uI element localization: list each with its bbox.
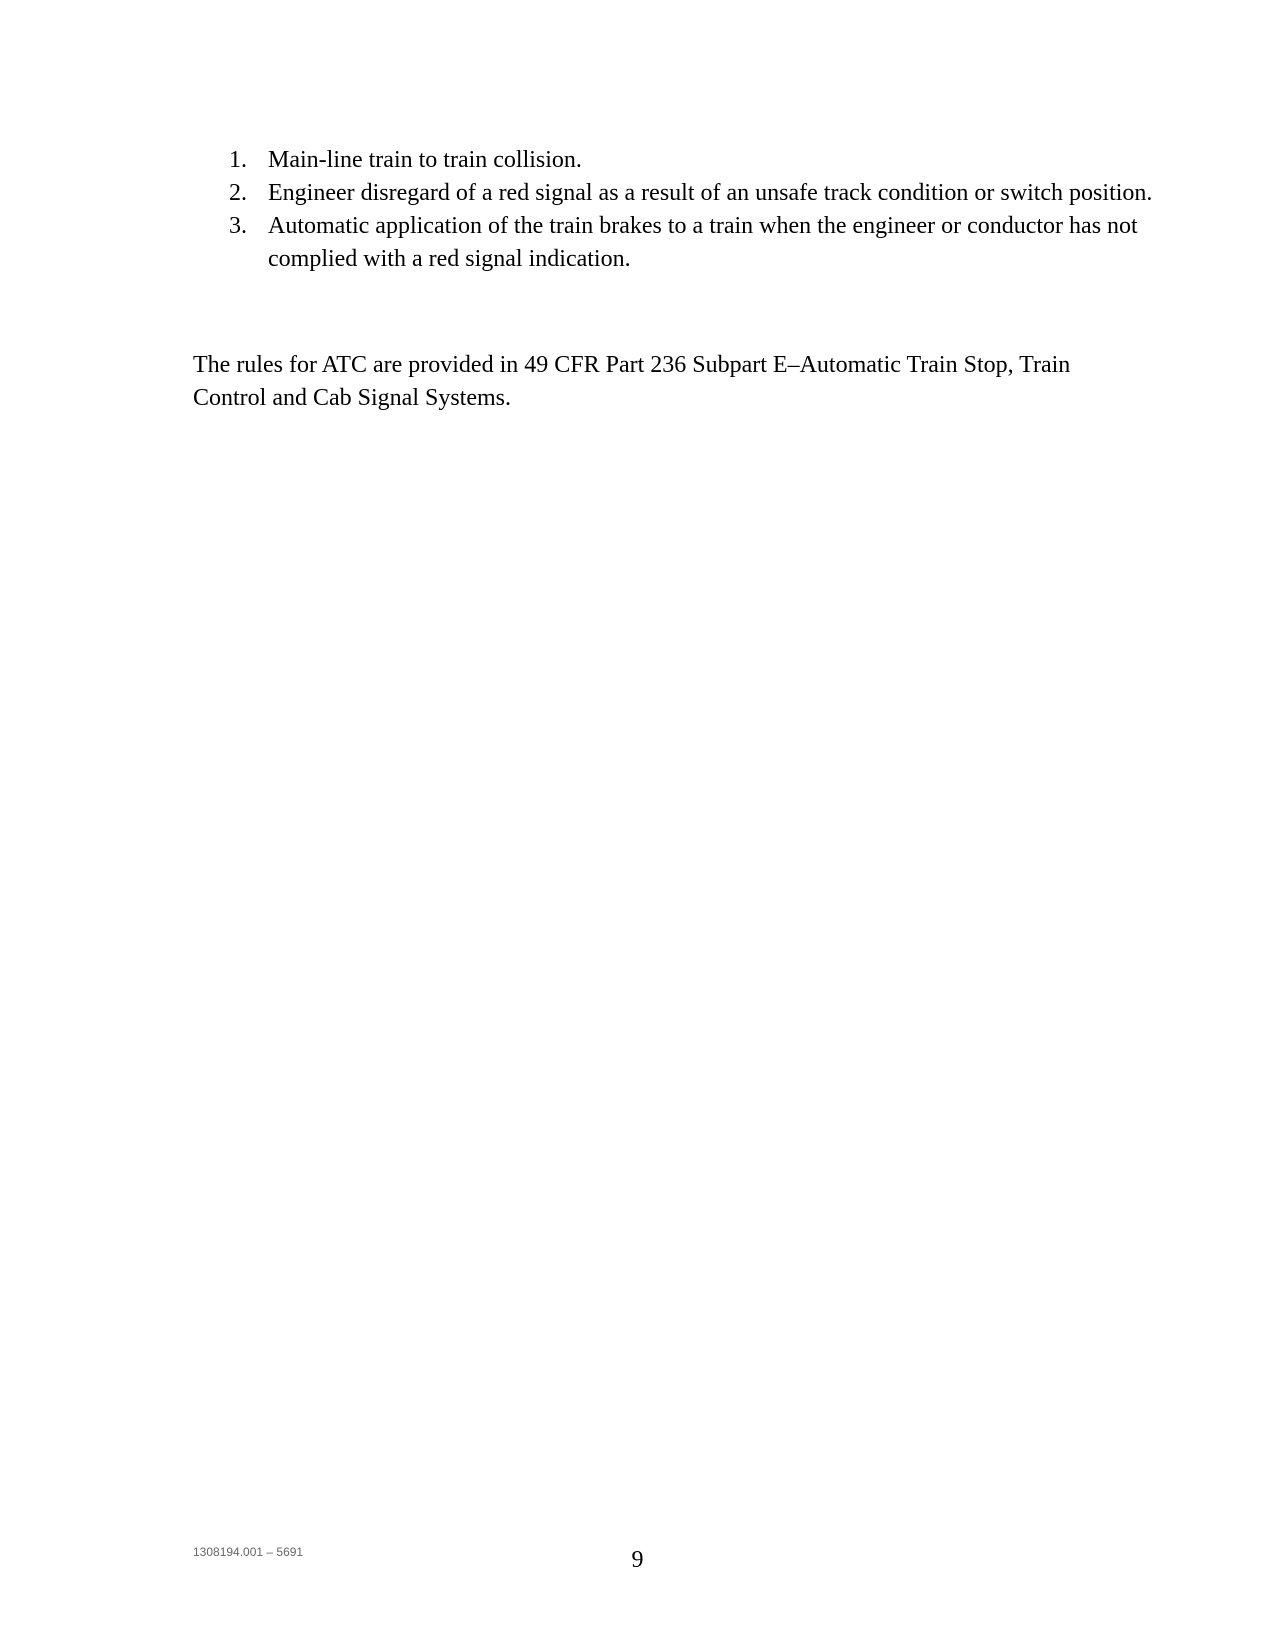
list-marker: 2. [229,180,247,206]
numbered-list [193,144,1153,276]
document-reference: 1308194.001 – 5691 [193,1545,304,1559]
list-marker: 3. [229,213,247,239]
page-number: 9 [631,1547,644,1573]
list-item [193,177,1153,210]
list-marker: 1. [229,147,247,173]
list-item-text: Engineer disregard of a red signal as a result of an unsafe track condition or switch position. [268,180,1153,206]
body-paragraph: The rules for ATC are provided in 49 CFR Part 236 Subpart E–Automatic Train Stop, Train Control and Cab Signal Systems. [193,352,1071,411]
list-item [193,144,1153,177]
list-item-text: Main-line train to train collision. [268,147,582,173]
list-item-text: Automatic application of the train brakes to a train when the engineer or conductor has not complied with a red signal indication. [268,213,1138,272]
list-item [193,210,1153,276]
